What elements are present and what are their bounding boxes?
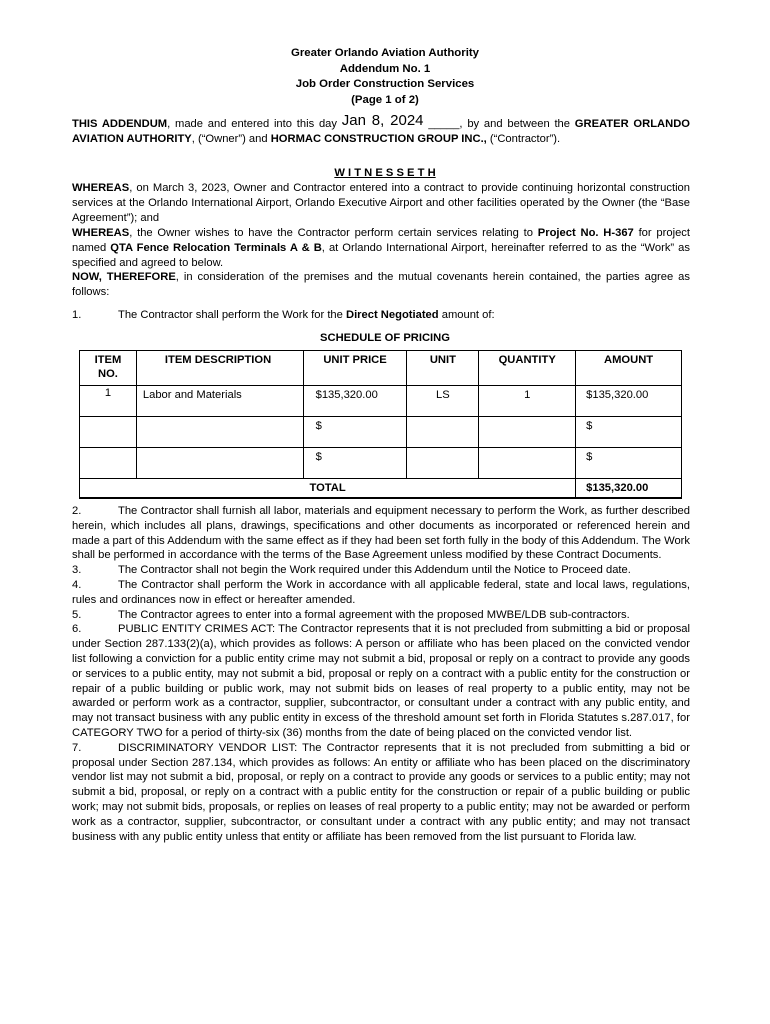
clause-text: PUBLIC ENTITY CRIMES ACT: The Contractor represents that it is not precluded from submitting a bid or proposal under Section 287.133(2)(a), which provides as follows: A person or affiliate who has been placed on the convicted vendor list following a conviction for a public entity crime may not submit a bid, proposal or reply on a contract to provide any goods or services to a public entity, may not submit a bid, proposal or reply on a contract with a public entity for the construction or repair of a public building or public work, may not submit bids on leases of real property to a public entity, may not be awarded or perform work as a contractor, supplier, subcontractor, or consultant under a contract with any public entity, and may not transact business with any public entity in excess of the threshold amount set forth in Florida Statutes s.287.017, for CATEGORY TWO for a period of thirty-six (36) months from the date of being placed on the convicted vendor list. bbox=[72, 623, 690, 739]
clause-text: The Contractor shall perform the Work in accordance with all applicable federal, state and local laws, regulations, rules and ordinances now in effect or hereafter amended. bbox=[72, 578, 690, 606]
clause bbox=[72, 578, 690, 608]
cell-unit bbox=[407, 448, 479, 479]
total-label: TOTAL bbox=[80, 479, 576, 499]
project-name: QTA Fence Relocation Terminals A & B bbox=[110, 241, 322, 254]
col-unit: UNIT bbox=[407, 351, 479, 386]
table-header-row bbox=[80, 351, 682, 386]
clause bbox=[72, 741, 690, 845]
intro-lead: THIS ADDENDUM bbox=[72, 118, 168, 130]
date-field[interactable]: Jan 8, 2024 bbox=[341, 112, 424, 129]
numbered-clauses bbox=[72, 504, 690, 844]
cell-unit-price: $ bbox=[303, 448, 407, 479]
intro-paragraph bbox=[72, 112, 690, 147]
clause-text: The Contractor shall perform the Work for the bbox=[118, 309, 346, 321]
cell-item-no bbox=[80, 417, 137, 448]
table-row bbox=[80, 386, 682, 417]
cell-unit-price: $ bbox=[303, 417, 407, 448]
whereas-paragraph-2 bbox=[72, 226, 690, 270]
whereas-paragraph-1 bbox=[72, 181, 690, 225]
clause-number: 3. bbox=[72, 564, 82, 577]
header-services: Job Order Construction Services bbox=[295, 78, 475, 90]
whereas-lead: WHEREAS bbox=[72, 182, 130, 194]
cell-item-description bbox=[136, 417, 303, 448]
document-header bbox=[0, 46, 770, 108]
table-row bbox=[80, 448, 682, 479]
header-addendum: Addendum No. 1 bbox=[339, 62, 431, 75]
whereas-text: , at Orlando International Airport, hereinafter referred to as the “Work” as specified and agreed to below. bbox=[72, 241, 690, 269]
clause bbox=[72, 563, 690, 578]
schedule-title: SCHEDULE OF PRICING bbox=[320, 332, 450, 344]
cell-quantity bbox=[479, 448, 576, 479]
clause-text: amount of: bbox=[438, 309, 495, 321]
clause-1 bbox=[72, 308, 690, 323]
header-authority: Greater Orlando Aviation Authority bbox=[291, 47, 479, 59]
witnesseth-heading: W I T N E S S E T H bbox=[334, 167, 436, 179]
header-page-count: (Page 1 of 2) bbox=[351, 93, 419, 106]
whereas-text: , the Owner wishes to have the Contractor perform certain services relating to bbox=[129, 227, 538, 239]
clause-number: 6. bbox=[72, 623, 82, 636]
clause-number: 1. bbox=[72, 309, 82, 321]
intro-text-4: (“Contractor”). bbox=[486, 132, 561, 145]
cell-amount: $ bbox=[576, 448, 682, 479]
col-quantity: QUANTITY bbox=[479, 351, 576, 386]
clause-number: 7. bbox=[72, 741, 82, 754]
now-therefore-paragraph bbox=[72, 270, 690, 300]
clause-number: 5. bbox=[72, 608, 82, 621]
intro-text-2: _____, by and between the bbox=[423, 118, 575, 130]
col-item-description: ITEM DESCRIPTION bbox=[136, 351, 303, 386]
owner-name: GREATER ORLANDO AVIATION AUTHORITY bbox=[72, 118, 690, 145]
clause-bold-text: Direct Negotiated bbox=[345, 309, 439, 321]
clause-text: DISCRIMINATORY VENDOR LIST: The Contractor represents that it is not precluded from submitting a bid or proposal under Section 287.134, which provides as follows: An entity or affiliate who has been placed on the discriminatory vendor list may not submit a bid, proposal, or reply on a contract to provide any goods or services to a public entity; may not submit a bid, proposal, or reply on a contract with a public entity for the construction or repair of a public building or public work; may not submit bids, proposals, or replies on leases of real property to a public entity; may not be awarded or perform work as a contractor, supplier, subcontractor, or consultant under a contract with any public entity; and may not transact business with any public entity unless that entity or affiliate has been removed from the list pursuant to Florida law. bbox=[72, 741, 690, 843]
intro-text-3: , (“Owner”) and bbox=[191, 132, 271, 145]
table-total-row bbox=[80, 479, 682, 499]
intro-text-1: , made and entered into this day bbox=[167, 118, 342, 130]
clause bbox=[72, 608, 690, 623]
contractor-name: HORMAC CONSTRUCTION GROUP INC., bbox=[270, 132, 487, 145]
whereas-text: for project named bbox=[72, 227, 690, 254]
project-number: Project No. H-367 bbox=[537, 227, 634, 239]
clause bbox=[72, 504, 690, 563]
whereas-lead: WHEREAS bbox=[72, 227, 130, 239]
cell-quantity bbox=[479, 417, 576, 448]
cell-unit bbox=[407, 417, 479, 448]
clause-number: 4. bbox=[72, 578, 82, 591]
cell-item-no: 1 bbox=[80, 386, 137, 417]
cell-unit-price: $135,320.00 bbox=[303, 386, 407, 417]
cell-unit: LS bbox=[407, 386, 479, 417]
clause bbox=[72, 622, 690, 740]
clause-number: 2. bbox=[72, 505, 82, 517]
schedule-of-pricing-table bbox=[79, 350, 682, 499]
now-therefore-text: , in consideration of the premises and the mutual covenants herein contained, the parties agree as follows: bbox=[72, 271, 690, 298]
clause-text: The Contractor shall not begin the Work required under this Addendum until the Notice to Proceed date. bbox=[118, 564, 631, 577]
table-row bbox=[80, 417, 682, 448]
total-amount: $135,320.00 bbox=[576, 479, 682, 499]
clause-text: The Contractor agrees to enter into a formal agreement with the proposed MWBE/LDB sub-contractors. bbox=[118, 608, 630, 621]
col-amount: AMOUNT bbox=[576, 351, 682, 386]
clause-text: The Contractor shall furnish all labor, materials and equipment necessary to perform the Work, as further described herein, which includes all plans, drawings, specifications and other documents as incorporated or referenced herein and made a part of this Addendum with the same effect as if they had been set forth fully in the body of this Addendum. The Work shall be performed in accordance with the terms of the Base Agreement unless modified by these Contract Documents. bbox=[72, 505, 690, 562]
cell-amount: $135,320.00 bbox=[576, 386, 682, 417]
whereas-text: , on March 3, 2023, Owner and Contractor entered into a contract to provide continuing horizontal construction services at the Orlando International Airport, Orlando Executive Airport and other facilities operated by the Owner (the “Base Agreement”); and bbox=[72, 182, 690, 224]
cell-quantity: 1 bbox=[479, 386, 576, 417]
cell-amount: $ bbox=[576, 417, 682, 448]
cell-item-description: Labor and Materials bbox=[136, 386, 303, 417]
cell-item-no bbox=[80, 448, 137, 479]
now-therefore-lead: NOW, THEREFORE bbox=[72, 271, 176, 283]
cell-item-description bbox=[136, 448, 303, 479]
col-item-no: ITEM NO. bbox=[80, 351, 137, 386]
col-unit-price: UNIT PRICE bbox=[303, 351, 407, 386]
